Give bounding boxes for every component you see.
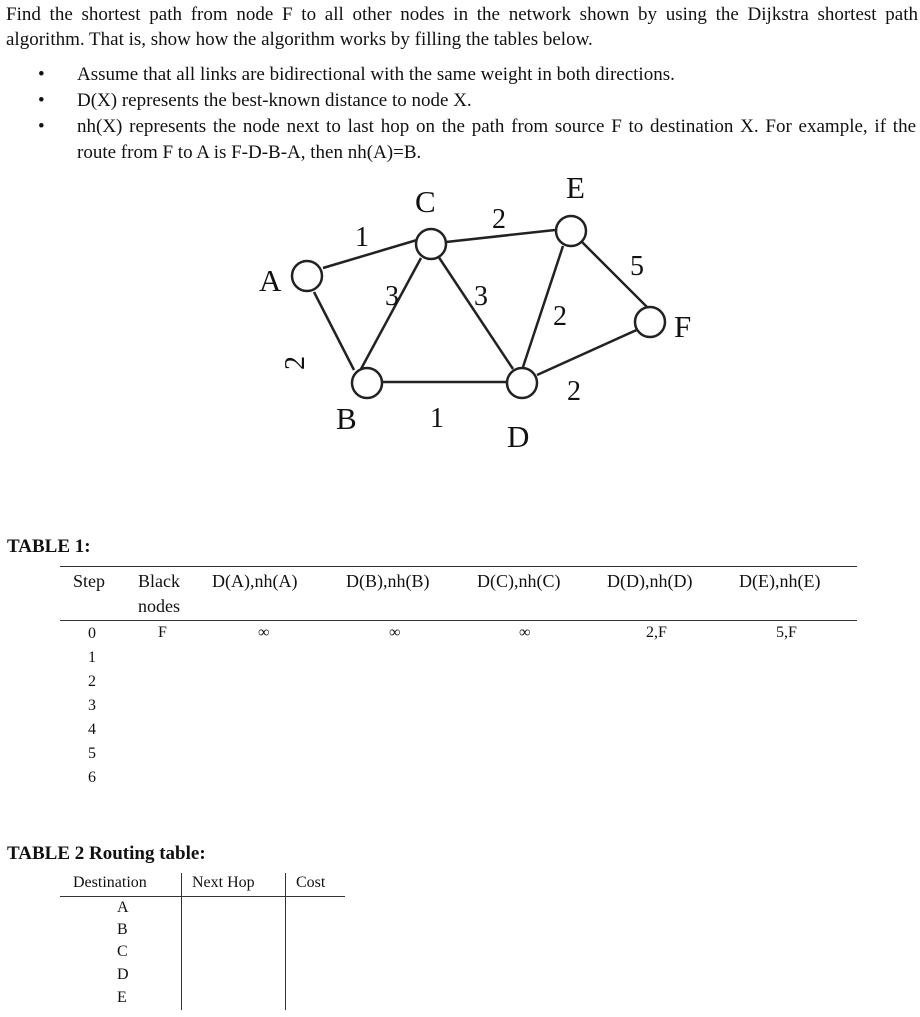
dest-d: D	[117, 966, 129, 983]
weight-c-e: 2	[492, 204, 506, 235]
node-label-f: F	[674, 309, 692, 344]
header-black-nodes: Black	[138, 571, 180, 591]
row0-db: ∞	[389, 624, 401, 641]
edge-c-d	[438, 256, 513, 369]
weight-d-f: 2	[567, 376, 581, 407]
network-graph	[0, 0, 920, 470]
list-item: • nh(X) represents the node next to last hop on the path from source F to destination X. For example, if the route from F to A is F-D-B-A, then nh(A)=B.	[38, 116, 916, 163]
bullet-icon: •	[38, 116, 45, 137]
weight-e-f: 5	[630, 251, 644, 282]
header-da: D(A),nh(A)	[212, 571, 298, 591]
header-dc: D(C),nh(C)	[477, 571, 561, 591]
header-next-hop: Next Hop	[192, 874, 255, 891]
node-c	[416, 229, 446, 259]
edge-b-c	[361, 258, 421, 369]
row0-de: 5,F	[776, 624, 797, 641]
node-b	[352, 368, 382, 398]
header-cost: Cost	[296, 874, 326, 891]
node-d	[507, 368, 537, 398]
node-f	[635, 307, 665, 337]
list-item: • D(X) represents the best-known distance to node X.	[0, 88, 916, 114]
intro-text: Find the shortest path from node F to all other nodes in the network shown by using the Dijkstra shortest path algorithm. That is, show how the algorithm works by filling the tables below.	[6, 4, 918, 50]
header-de: D(E),nh(E)	[739, 571, 821, 591]
node-label-d: D	[507, 419, 530, 454]
edge-a-b	[314, 292, 354, 370]
weight-a-c: 1	[355, 222, 369, 253]
edge-d-f	[537, 328, 641, 375]
header-step: Step	[73, 571, 106, 591]
row0-da: ∞	[258, 624, 270, 641]
dest-a: A	[117, 899, 129, 916]
step-3: 3	[88, 697, 96, 714]
table2-header-rule	[60, 896, 345, 897]
node-a	[292, 261, 322, 291]
header-dd: D(D),nh(D)	[607, 571, 693, 591]
header-black-nodes-2: nodes	[138, 596, 180, 616]
node-label-b: B	[336, 401, 357, 436]
step-2: 2	[88, 673, 96, 690]
step-1: 1	[88, 649, 96, 666]
bullet-icon: •	[38, 64, 45, 85]
table1-top-rule	[60, 566, 857, 567]
step-4: 4	[88, 721, 96, 738]
node-label-a: A	[259, 263, 282, 298]
edge-a-c	[323, 240, 417, 268]
table2-col-divider-2	[285, 873, 286, 1010]
row0-dc: ∞	[519, 624, 531, 641]
weight-c-d: 3	[474, 281, 488, 312]
bullet-icon: •	[38, 90, 45, 111]
step-0: 0	[88, 625, 96, 642]
list-item: • Assume that all links are bidirectional with the same weight in both directions.	[0, 62, 916, 88]
header-destination: Destination	[73, 874, 147, 891]
node-e	[556, 216, 586, 246]
node-label-e: E	[566, 170, 585, 205]
table2-col-divider-1	[181, 873, 182, 1010]
dest-e: E	[117, 989, 127, 1006]
header-db: D(B),nh(B)	[346, 571, 430, 591]
step-5: 5	[88, 745, 96, 762]
node-label-c: C	[415, 184, 436, 219]
table1-header-rule	[60, 620, 857, 621]
weight-d-e: 2	[553, 301, 567, 332]
weight-b-d: 1	[430, 403, 444, 434]
table2-title: TABLE 2 Routing table:	[7, 843, 206, 864]
step-6: 6	[88, 769, 96, 786]
table1-title: TABLE 1:	[7, 536, 91, 557]
weight-b-c: 3	[385, 281, 399, 312]
dest-c: C	[117, 943, 128, 960]
row0-dd: 2,F	[646, 624, 667, 641]
row0-black: F	[158, 624, 167, 641]
weight-a-b: 2	[280, 356, 311, 370]
dest-b: B	[117, 921, 128, 938]
